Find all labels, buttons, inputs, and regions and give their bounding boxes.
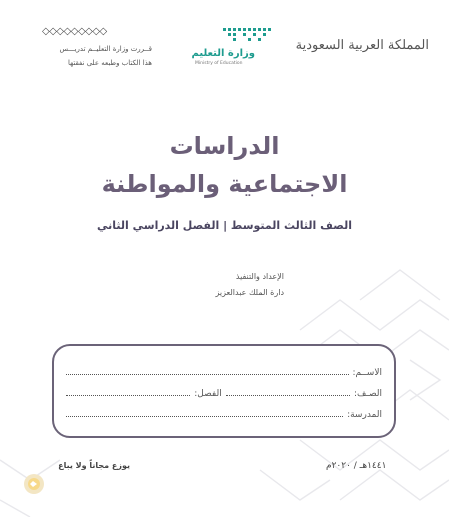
approval-line-2: هذا الكتاب وطبعه على نفقتها bbox=[67, 59, 152, 67]
ministry-dots-icon bbox=[221, 26, 277, 46]
preparation-organization: دارة الملك عبدالعزيز bbox=[215, 288, 284, 297]
free-distribution-note: يوزع مجاناً ولا يباع bbox=[58, 461, 130, 470]
ministry-logo bbox=[193, 26, 283, 72]
kingdom-name: المملكة العربية السعودية bbox=[295, 38, 429, 53]
school-dotted-line[interactable] bbox=[66, 415, 343, 417]
class-label: الصـف: bbox=[353, 389, 382, 399]
preparation-label: الإعداد والتنفيذ bbox=[235, 272, 284, 281]
class-field-row[interactable] bbox=[66, 383, 382, 399]
approval-text bbox=[42, 42, 152, 70]
class-dotted-line[interactable] bbox=[226, 394, 350, 396]
ministry-name-en: Ministry of Education bbox=[195, 61, 243, 66]
book-title-line-1: الدراسات bbox=[169, 132, 280, 160]
serial-stars: ◇◇◇◇◇◇◇◇◇ bbox=[42, 26, 107, 37]
name-field-row[interactable] bbox=[66, 362, 382, 378]
publication-year: ١٤٤١هـ / ٢٠٢٠م bbox=[326, 461, 387, 471]
ministry-name-ar: وزارة التعليم bbox=[191, 48, 255, 59]
corner-badge-icon bbox=[22, 472, 46, 496]
book-subtitle: الصف الثالث المتوسط | الفصل الدراسي الثاني bbox=[97, 219, 352, 232]
student-info-box bbox=[52, 344, 396, 438]
school-field-row[interactable] bbox=[66, 404, 382, 420]
approval-line-1: قــررت وزارة التعليــم تدريـــس bbox=[59, 45, 152, 53]
book-title-line-2: الاجتماعية والمواطنة bbox=[101, 170, 348, 198]
section-label: الفصل: bbox=[194, 389, 222, 399]
name-label: الاســم: bbox=[352, 368, 382, 378]
name-dotted-line[interactable] bbox=[66, 373, 349, 375]
section-dotted-line[interactable] bbox=[66, 394, 190, 396]
school-label: المدرسة: bbox=[347, 410, 382, 420]
